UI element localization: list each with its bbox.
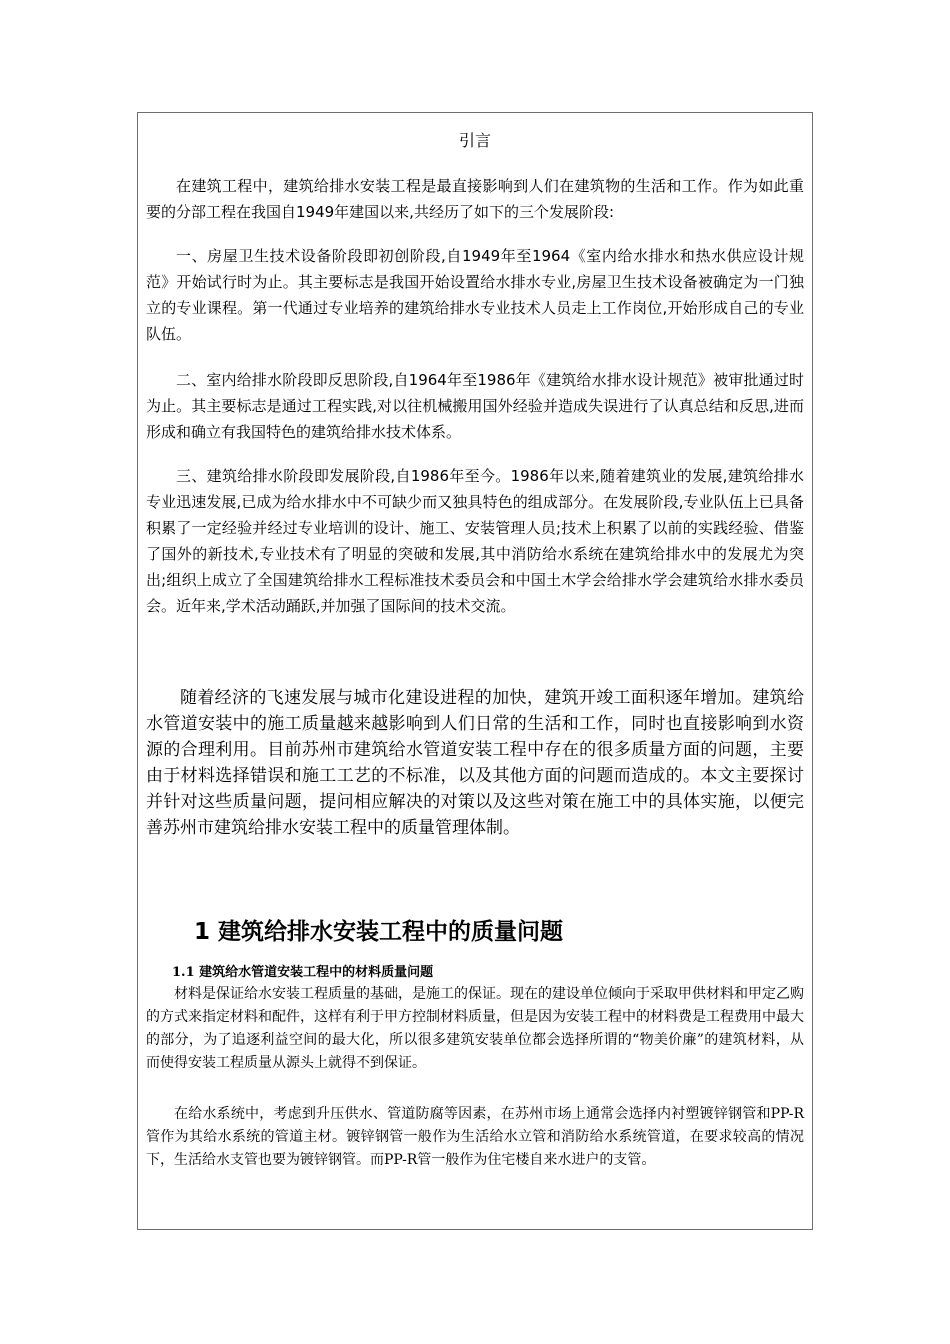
body-paragraph: 材料是保证给水安装工程质量的基础，是施工的保证。现在的建设单位倾向于采取甲供材料和甲定乙购的方式来指定材料和配件，这样有利于甲方控制材料质量，但是因为安装工程中的材料费是工程费用中最大的部分，为了追逐利益空间的最大化，所以很多建筑安装单位都会选择所谓的“物美价廉”的建筑材料，从而使得安装工程质量从源头上就得不到保证。 <box>146 986 804 1071</box>
stage-one-paragraph: 一、房屋卫生技术设备阶段即初创阶段,自1949年至1964《室内给水排水和热水供应设计规范》开始试行时为止。其主要标志是我国开始设置给水排水专业,房屋卫生技术设备被确定为一门独立的专业课程。第一代通过专业培养的建筑给排水专业技术人员走上工作岗位,开始形成自己的专业队伍。 <box>146 247 804 343</box>
summary-paragraph: 随着经济的飞速发展与城市化建设进程的加快，建筑开竣工面积逐年增加。建筑给水管道安装中的施工质量越来越影响到人们日常的生活和工作，同时也直接影响到水资源的合理利用。目前苏州市建筑给水管道安装工程中存在的很多质量方面的问题，主要由于材料选择错误和施工工艺的不标准，以及其他方面的问题而造成的。本文主要探讨并针对这些质量问题，提问相应解决的对策以及这些对策在施工中的具体实施，以便完善苏州市建筑给排水安装工程中的质量管理体制。 <box>146 688 804 838</box>
subsection-heading: 1.1 建筑给水管道安装工程中的材料质量问题 <box>172 965 434 980</box>
document-frame <box>137 112 813 1230</box>
stage-two-paragraph: 二、室内给排水阶段即反思阶段,自1964年至1986年《建筑给水排水设计规范》被审批通过时为止。其主要标志是通过工程实践,对以往机械搬用国外经验并造成失误进行了认真总结和反思,进而形成和确立有我国特色的建筑给排水技术体系。 <box>146 371 804 441</box>
intro-paragraph: 在建筑工程中，建筑给排水安装工程是最直接影响到人们在建筑物的生活和工作。作为如此重要的分部工程在我国自1949年建国以来,共经历了如下的三个发展阶段: <box>146 177 804 221</box>
body-paragraph: 在给水系统中，考虑到升压供水、管道防腐等因素，在苏州市场上通常会选择内衬塑镀锌钢管和PP-R管作为其给水系统的管道主材。镀锌钢管一般作为生活给水立管和消防给水系统管道，在要求较高的情况下，生活给水支管也要为镀锌钢管。而PP-R管一般作为住宅楼自来水进户的支管。 <box>146 1106 804 1168</box>
page-title: 引言 <box>458 131 491 150</box>
stage-three-paragraph: 三、建筑给排水阶段即发展阶段,自1986年至今。1986年以来,随着建筑业的发展,建筑给排水专业迅速发展,已成为给水排水中不可缺少而又独具特色的组成部分。在发展阶段,专业队伍上已具备积累了一定经验并经过专业培训的设计、施工、安装管理人员;技术上积累了以前的实践经验、借鉴了国外的新技术,专业技术有了明显的突破和发展,其中消防给水系统在建筑给排水中的发展尤为突出;组织上成立了全国建筑给排水工程标准技术委员会和中国土木学会给排水学会建筑给水排水委员会。近年来,学术活动踊跃,并加强了国际间的技术交流。 <box>146 467 804 615</box>
section-heading: 1 建筑给排水安装工程中的质量问题 <box>194 919 564 945</box>
